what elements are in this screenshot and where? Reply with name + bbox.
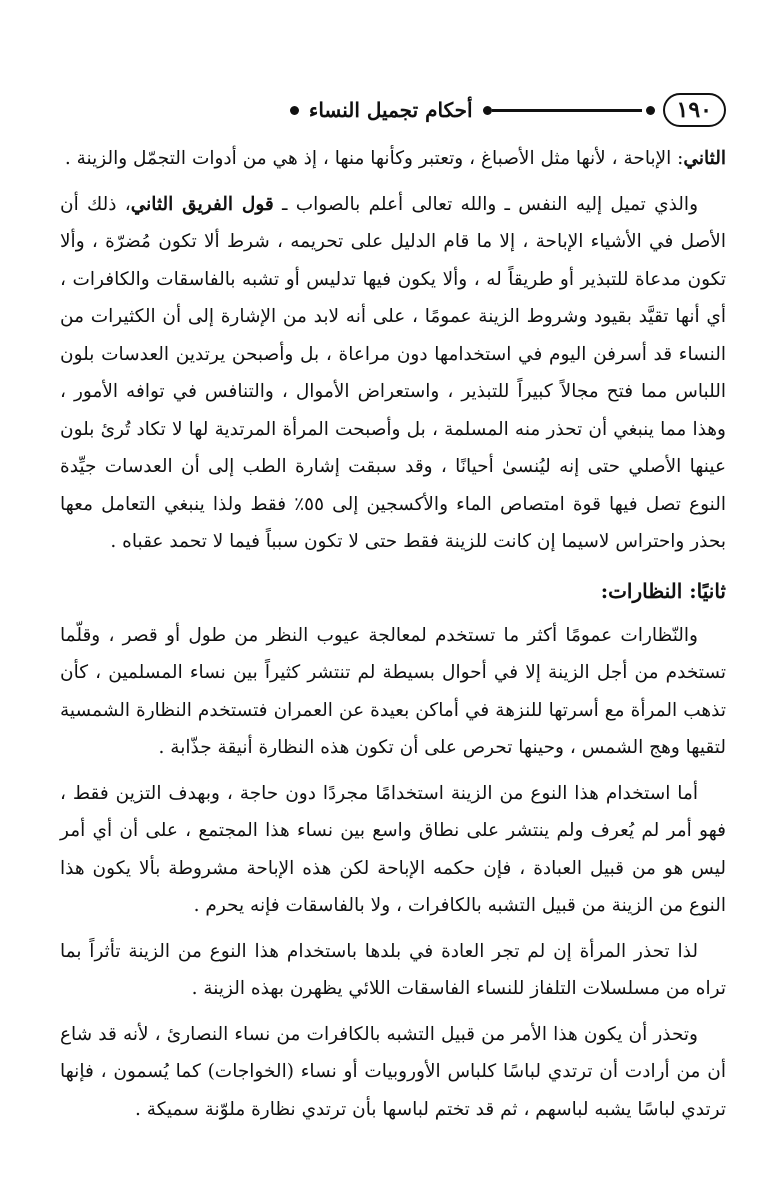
page-body: [60, 140, 726, 1128]
header-dot-mid-right: [483, 106, 492, 115]
paragraph-preferred-opinion: [60, 186, 726, 561]
header-dot-right: [646, 106, 655, 115]
paragraph-first-opinion: [60, 140, 726, 178]
paragraph-glasses-ruling: أما استخدام هذا النوع من الزينة استخدامًا مجردًا دون حاجة ، وبهدف التزين فقط ، فهو أمر لم يُعرف ولم ينتشر على نطاق واسع بين نساء هذا المجتمع ، على أن أي أمر ليس هو من قبيل العبادة ، فإن حكمه الإباحة لكن هذه الإباحة مشروطة بألا يكون هذا النوع من الزينة من قبيل التشبه بالكافرات ، ولا بالفاسقات فإنه يحرم .: [60, 782, 726, 916]
paragraph-text: : الإباحة ، لأنها مثل الأصباغ ، وتعتبر وكأنها منها ، إذ هي من أدوات التجمّل والزينة .: [64, 148, 684, 169]
paragraph-warning-christians: وتحذر أن يكون هذا الأمر من قبيل التشبه بالكافرات من نساء النصارئ ، لأنه قد شاع أن من أرادت أن ترتدي لباسًا كلباس الأوروبيات أو نساء (الخواجات) كما يُسمون ، فإنها ترتدي لباسًا يشبه لباسهم ، ثم قد تختم لباسها بأن ترتدي نظارة ملوّنة سميكة .: [60, 1023, 726, 1120]
paragraph-bold-phrase: قول الفريق الثاني: [130, 193, 274, 215]
paragraph-lead-label: الثاني: [683, 148, 726, 169]
paragraph-text-rest: ، ذلك أن الأصل في الأشياء الإباحة ، إلا ما قام الدليل على تحريمه ، شرط ألا تكون مُضرّة ، وألا تكون مدعاة للتبذير أو طريقاً له ، وألا يكون فيها تدليس أو تشبه بالفاسقات والكافرات ، أي أنها تقيَّد بقيود وشروط الزينة عمومًا ، على أنه لابد من الإشارة إلى أن الكثيرات من النساء قد أسرفن اليوم في استخدامها دون مراعاة ، بل وأصبحن يرتدين العدسات بلون اللباس مما فتح مجالاً كبيراً للتبذير ، واستعراض الأموال ، والتنافس في توافه الأمور ، وهذا مما ينبغي أن تحذر منه المسلمة ، بل وأصبحت المرأة المرتدية لها لا تكاد تُرئ بلون عينها الأصلي حتى إنه ليُنسىٰ أحيانًا ، وقد سبقت إشارة الطب إلى أن العدسات جيِّدة النوع تصل فيها قوة امتصاص الماء والأكسجين إلى ٥٥٪ فقط ولذا ينبغي التعامل معها بحذر واحتراس لاسيما إن كانت للزينة فقط حتى لا تكون سبباً فيما لا تحمد عقباه .: [60, 193, 726, 552]
book-page: [60, 80, 726, 1128]
paragraph-warning-imitation: لذا تحذر المرأة إن لم تجر العادة في بلدها باستخدام هذا النوع من الزينة تأثراً بما تراه من مسلسلات التلفاز للنساء الفاسقات اللائي يظهرن بهذه الزينة .: [60, 940, 726, 999]
header-rule-right: [492, 109, 642, 112]
header-dot-left: [290, 106, 299, 115]
paragraph-text-start: والذي تميل إليه النفس ـ والله تعالى أعلم بالصواب ـ: [273, 193, 699, 215]
paragraph-glasses-usage: والنّظارات عمومًا أكثر ما تستخدم لمعالجة عيوب النظر من طول أو قصر ، وقلّما تستخدم من أجل الزينة إلا في أحوال بسيطة لم تنتشر كثيراً بين نساء المسلمين ، كأن تذهب المرأة مع أسرتها للنزهة في أماكن بعيدة عن العمران فتستخدم النظارة الشمسية لتقيها وهج الشمس ، وحينها تحرص على أن تكون هذه النظارة أنيقة جذّابة .: [60, 624, 726, 758]
page-number: ١٩٠: [663, 93, 726, 127]
running-title: أحكام تجميل النساء: [308, 98, 473, 122]
section-heading-glasses: ثانيًا: النظارات:: [600, 578, 726, 603]
page-header: [60, 80, 726, 140]
